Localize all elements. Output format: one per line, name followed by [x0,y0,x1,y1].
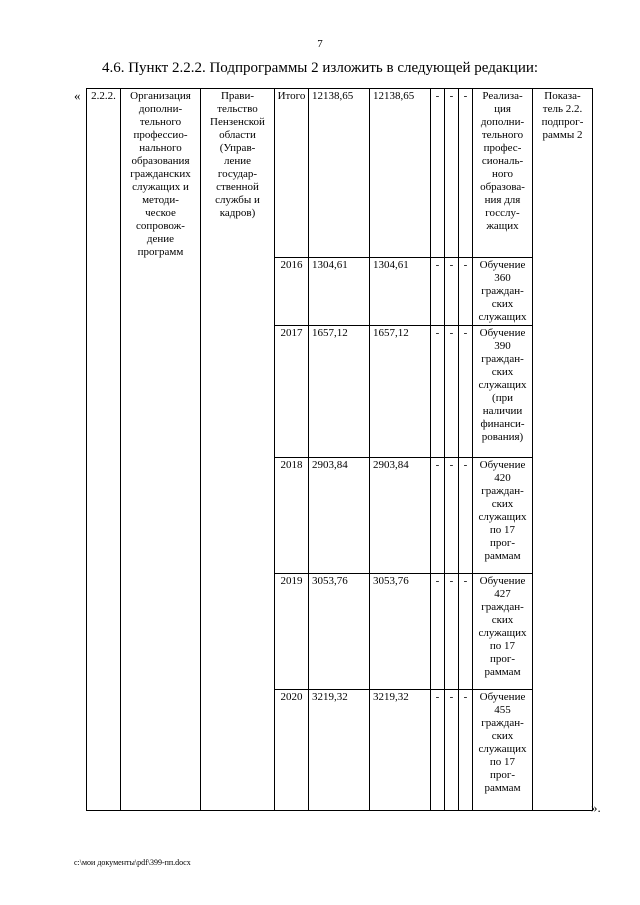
dash-cell: - [445,326,459,458]
dash-cell: - [431,458,445,574]
section-heading: 4.6. Пункт 2.2.2. Подпрограммы 2 изложить в следующей редакции: [101,60,539,76]
dash-cell: - [445,258,459,326]
dash-cell: - [431,89,445,258]
dash-cell: - [459,89,473,258]
total-cell: 12138,65 [309,89,370,258]
budget-cell: 3053,76 [370,574,431,690]
dash-cell: - [459,458,473,574]
dash-cell: - [431,326,445,458]
dash-cell: - [431,574,445,690]
total-cell: 1304,61 [309,258,370,326]
activity-cell: Организация дополни- тельного профессио- нального образования гражданских служащих и методи- ческое сопровож- дение программ [121,89,201,811]
indicator-cell: Показа- тель 2.2. подпрог- раммы 2 [533,89,593,811]
total-cell: 2903,84 [309,458,370,574]
result-cell: Обучение 390 граждан- ских служащих (при наличии финанси- рования) [473,326,533,458]
total-cell: 1657,12 [309,326,370,458]
year-cell: 2020 [275,690,309,811]
dash-cell: - [431,690,445,811]
file-path-footer: c:\мои документы\pdf\399-пп.docx [74,858,191,867]
dash-cell: - [459,258,473,326]
dash-cell: - [431,258,445,326]
year-cell: 2017 [275,326,309,458]
year-cell: 2018 [275,458,309,574]
dash-cell: - [459,690,473,811]
program-table [86,88,593,811]
total-cell: 3219,32 [309,690,370,811]
dash-cell: - [445,89,459,258]
budget-cell: 2903,84 [370,458,431,574]
page-number: 7 [317,38,323,50]
dash-cell: - [445,574,459,690]
executor-cell: Прави- тельство Пензенской области (Управ- ление государ- ственной службы и кадров) [201,89,275,811]
budget-cell: 1304,61 [370,258,431,326]
dash-cell: - [459,574,473,690]
result-cell: Обучение 427 граждан- ских служащих по 17 прог- раммам [473,574,533,690]
year-cell: Итого [275,89,309,258]
year-cell: 2016 [275,258,309,326]
quote-open: « [74,88,81,103]
budget-cell: 3219,32 [370,690,431,811]
budget-cell: 12138,65 [370,89,431,258]
result-cell: Обучение 420 граждан- ских служащих по 17 прог- раммам [473,458,533,574]
result-cell: Обучение 360 граждан- ских служащих [473,258,533,326]
result-cell: Реализа- ция дополни- тельного профес- сиональ- ного образова- ния для госслу- жащих [473,89,533,258]
dash-cell: - [459,326,473,458]
year-cell: 2019 [275,574,309,690]
dash-cell: - [445,690,459,811]
total-cell: 3053,76 [309,574,370,690]
result-cell: Обучение 455 граждан- ских служащих по 17 прог- раммам [473,690,533,811]
quote-close: ». [591,800,601,815]
dash-cell: - [445,458,459,574]
row-code: 2.2.2. [87,89,121,811]
table-row [87,89,593,258]
budget-cell: 1657,12 [370,326,431,458]
